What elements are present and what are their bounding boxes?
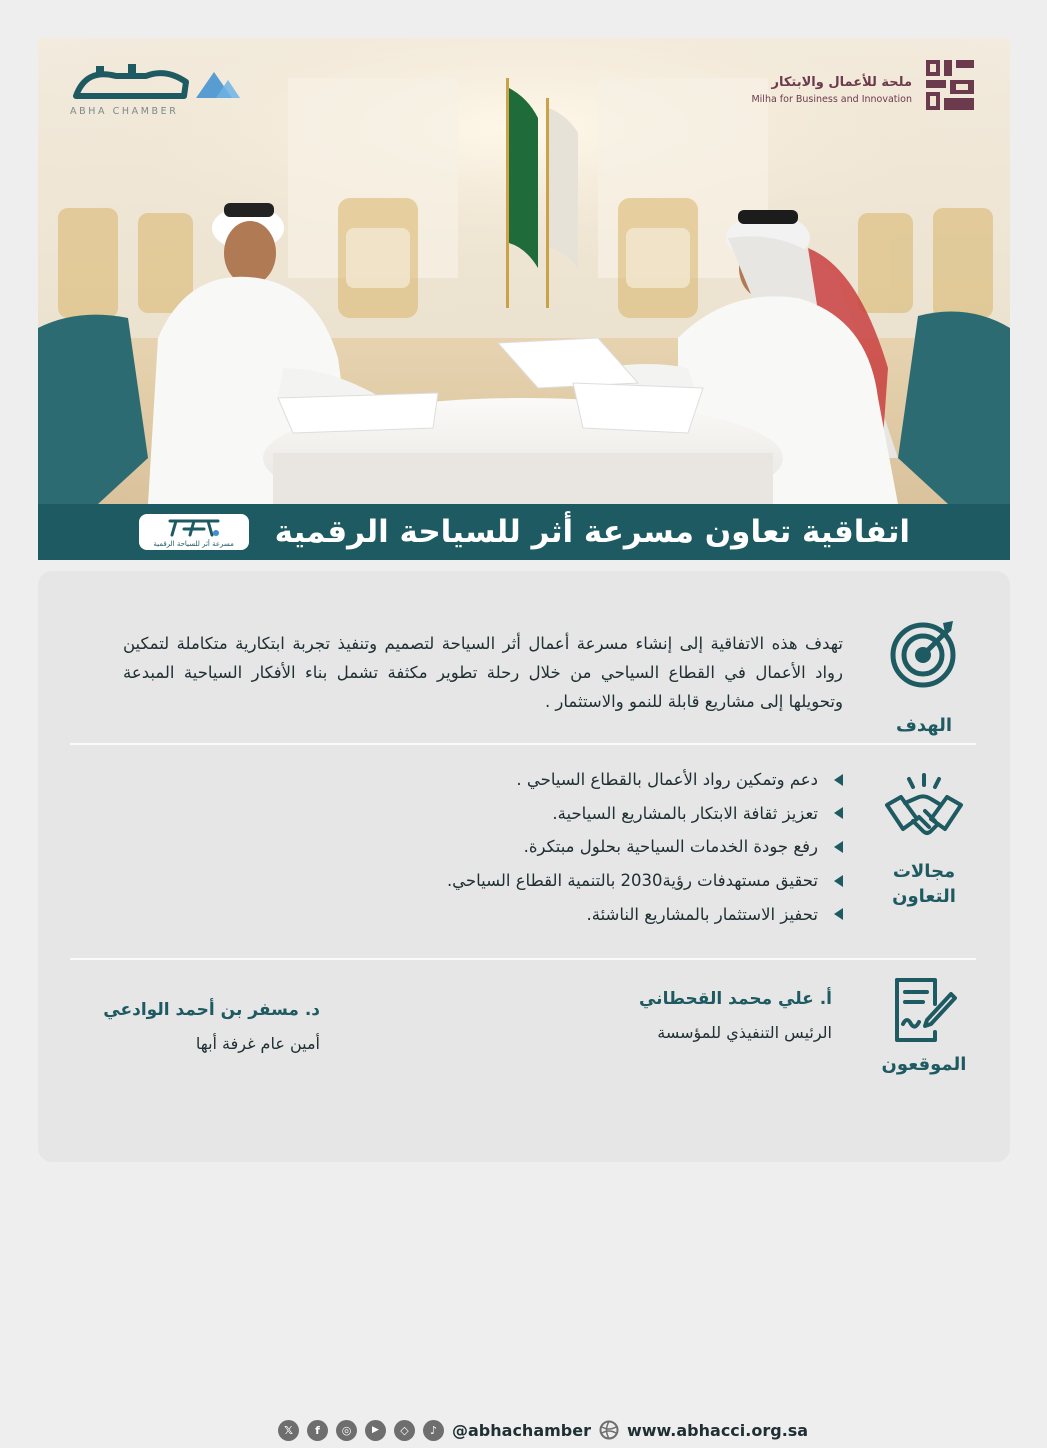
signatory-card: [639, 985, 832, 1048]
signatories-label: الموقعون: [881, 1054, 967, 1075]
hero-card: [38, 38, 1010, 560]
list-item-text: تحفيز الاستثمار بالمشاريع الناشئة.: [586, 904, 818, 924]
abha-chamber-logo: [56, 58, 246, 122]
cooperation-label-line2: التعاون: [892, 886, 956, 907]
contract-icon: [889, 976, 959, 1044]
signatories-side-label: [872, 976, 976, 1077]
divider: [70, 958, 976, 960]
page-title: اتفاقية تعاون مسرعة أثر للسياحة الرقمية: [274, 514, 910, 550]
list-item-text: تعزيز ثقافة الابتكار بالمشاريع السياحية.: [552, 803, 818, 823]
bullet-arrow-icon: [834, 807, 843, 819]
divider: [70, 743, 976, 745]
list-item: [143, 797, 843, 831]
athar-badge-caption: مسرعة أثر للسياحة الرقمية: [153, 539, 234, 548]
info-card: [38, 571, 1010, 1440]
signatory-name: د. مسفر بن أحمد الوادعي: [103, 1000, 320, 1020]
list-item: [143, 830, 843, 864]
facebook-icon[interactable]: f: [307, 1420, 328, 1441]
website-link[interactable]: www.abhacci.org.sa: [626, 1420, 809, 1440]
cooperation-list: [143, 763, 843, 931]
cooperation-label-line1: مجالات: [892, 861, 956, 882]
youtube-icon[interactable]: ▶: [365, 1420, 386, 1441]
milha-logo-en-text: Milha for Business and Innovation: [751, 94, 912, 105]
bullet-arrow-icon: [834, 841, 843, 853]
list-item-text: تحقيق مستهدفات رؤية2030 بالتنمية القطاع السياحي.: [446, 871, 818, 891]
signatory-card: [103, 996, 320, 1059]
list-item: [143, 864, 843, 898]
abha-logo-en-text: ABHA CHAMBER: [70, 106, 179, 117]
milha-logo: [751, 50, 984, 120]
target-icon: [887, 617, 961, 691]
list-item-text: رفع جودة الخدمات السياحية بحلول مبتكرة.: [523, 837, 818, 857]
signatory-role: أمين عام غرفة أبها: [195, 1034, 320, 1053]
milha-logo-ar-text: ملحة للأعمال والابتكار: [771, 75, 912, 90]
title-banner: [38, 504, 1010, 560]
social-handle[interactable]: @abhachamber: [452, 1420, 591, 1440]
goal-side-label: [872, 617, 976, 738]
goal-label: الهدف: [895, 715, 953, 736]
snapchat-icon[interactable]: ◇: [394, 1420, 415, 1441]
athar-accelerator-badge: [139, 514, 249, 550]
social-footer: [278, 1412, 808, 1448]
abha-logo-mark-icon: [56, 58, 246, 108]
milha-mark-icon: [920, 56, 980, 116]
handshake-icon: [883, 771, 965, 845]
cooperation-label: [892, 859, 956, 909]
globe-icon: [599, 1420, 619, 1440]
instagram-icon[interactable]: ◎: [336, 1420, 357, 1441]
list-item: [143, 763, 843, 797]
signatory-role: الرئيس التنفيذي للمؤسسة: [657, 1023, 832, 1042]
list-item: [143, 897, 843, 931]
bullet-arrow-icon: [834, 908, 843, 920]
goal-text: تهدف هذه الاتفاقية إلى إنشاء مسرعة أعمال أثر السياحة لتصميم وتنفيذ تجربة ابتكارية متكاملة لتمكين رواد الأعمال في القطاع السياحي من خلال رحلة تطوير مكثفة تشمل بناء الأفكار السياحية المبدعة وتحويلها إلى مشاريع قابلة للنمو والاستثمار .: [123, 634, 843, 711]
bullet-arrow-icon: [834, 774, 843, 786]
list-item-text: دعم وتمكين رواد الأعمال بالقطاع السياحي .: [516, 770, 818, 790]
tiktok-icon[interactable]: ♪: [423, 1420, 444, 1441]
cooperation-side-label: [872, 771, 976, 909]
bullet-arrow-icon: [834, 875, 843, 887]
athar-logo-icon: [164, 517, 224, 539]
signatory-name: أ. علي محمد القحطاني: [638, 989, 832, 1009]
x-icon[interactable]: 𝕏: [278, 1420, 299, 1441]
